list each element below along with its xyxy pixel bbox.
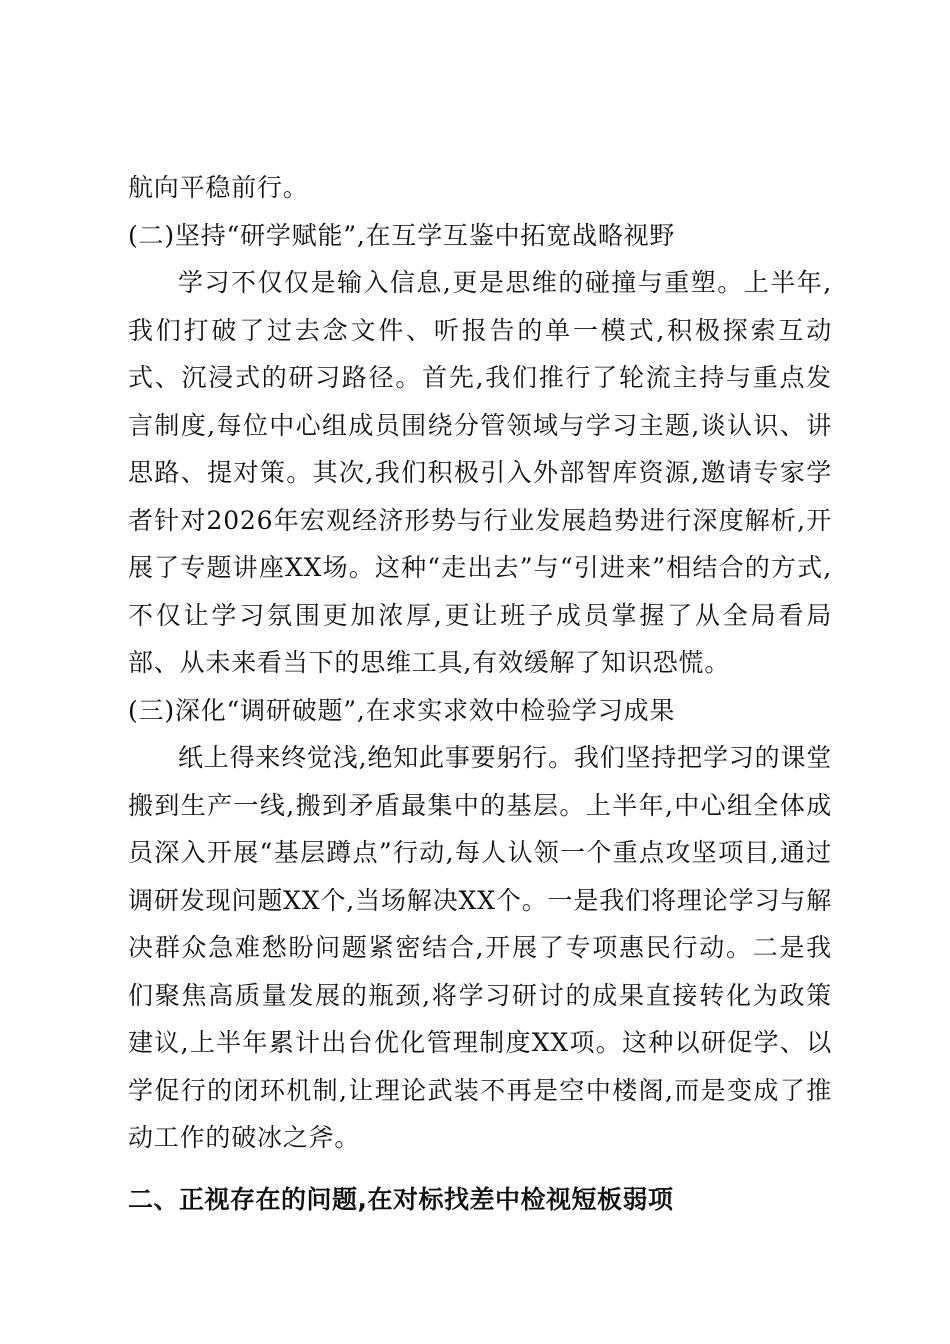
continuation-text: 航向平稳前行。 (128, 173, 309, 202)
section-heading-part-2: 二、正视存在的问题,在对标找差中检视短板弱项 (128, 1184, 674, 1214)
subsection-body-3: 纸上得来终觉浅,绝知此事要躬行。我们坚持把学习的课堂搬到生产一线,搬到矛盾最集中的基层。上半年,中心组全体成员深入开展“基层蹲点”行动,每人认领一个重点攻坚项目,通过调研发现问题XX个,当场解决XX个。一是我们将理论学习与解决群众急难愁盼问题紧密结合,开展了专项惠民行动。二是我们聚焦高质量发展的瓶颈,将学习研讨的成果直接转化为政策建议,上半年累计出台优化管理制度XX项。这种以研促学、以学促行的闭环机制,让理论武装不再是空中楼阁,而是变成了推动工作的破冰之斧。 (128, 743, 832, 1152)
subsection-body-2: 学习不仅仅是输入信息,更是思维的碰撞与重塑。上半年,我们打破了过去念文件、听报告的单一模式,积极探索互动式、沉浸式的研习路径。首先,我们推行了轮流主持与重点发言制度,每位中心组成员围绕分管领域与学习主题,谈认识、讲思路、提对策。其次,我们积极引入外部智库资源,邀请专家学者针对2026年宏观经济形势与行业发展趋势进行深度解析,开展了专题讲座XX场。这种“走出去”与“引进来”相结合的方式,不仅让学习氛围更加浓厚,更让班子成员掌握了从全局看局部、从未来看当下的思维工具,有效缓解了知识恐慌。 (128, 268, 832, 677)
document-body (128, 164, 832, 1223)
subsection-heading-2: (二)坚持“研学赋能”,在互学互鉴中拓宽战略视野 (128, 220, 676, 250)
subsection-heading-3: (三)深化“调研破题”,在求实求效中检验学习成果 (128, 695, 676, 725)
